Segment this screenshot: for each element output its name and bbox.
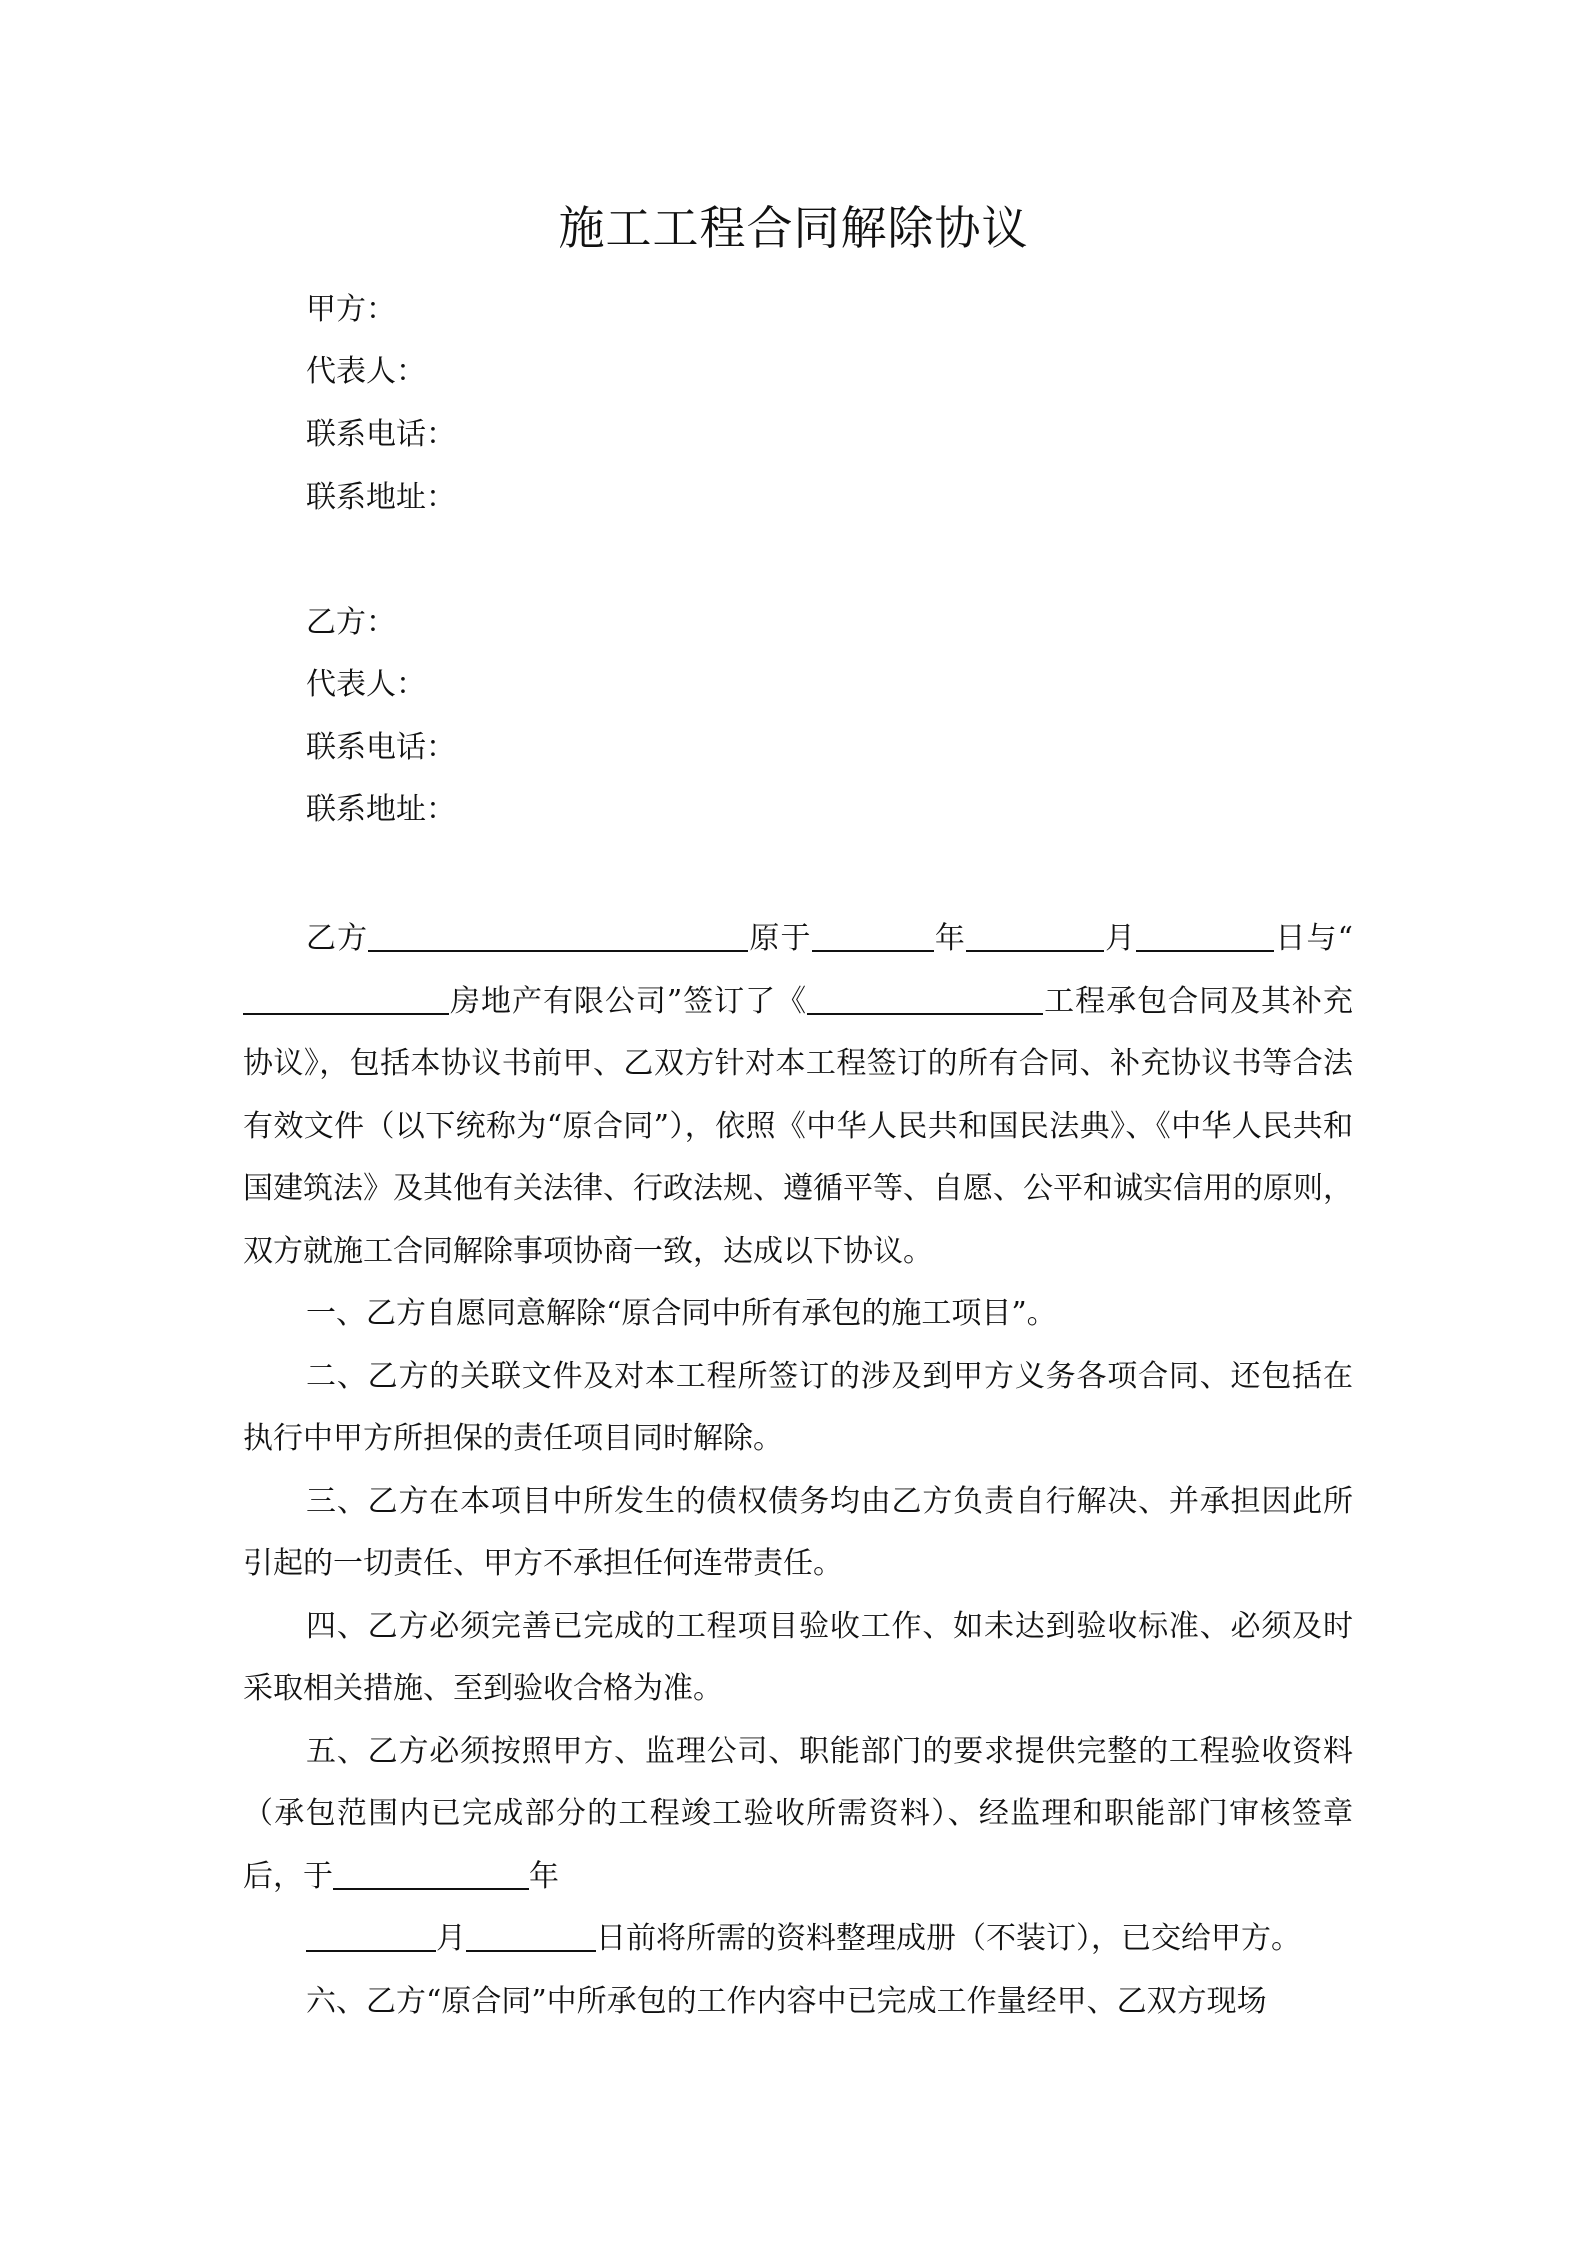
party-a-rep-label: 代表人： [306,354,426,389]
developer-name-blank [243,983,449,1015]
clause-5-text-b: 年 [529,1858,559,1894]
month-blank [966,920,1104,952]
intro-text-2: 原于 [748,921,812,956]
clause-4: 四、乙方必须完善已完成的工程项目验收工作、如未达到验收标准、必须及时采取相关措施、至到验收合格为准。 [243,1608,1353,1706]
clause-5-text-c: 月 [436,1921,466,1956]
intro-text-6: 房地产有限公司”签订了《 [449,983,808,1019]
intro-text-4: 月 [1103,921,1137,956]
party-b-name-blank [368,920,748,952]
submit-day-blank [466,1920,596,1952]
year-blank [812,920,934,952]
party-b-address-label: 联系地址： [306,792,456,827]
document-title: 施工工程合同解除协议 [558,201,1029,255]
party-b-name-label: 乙方： [306,605,396,640]
intro-text-5: 日与“ [1274,921,1354,956]
party-a-address-label: 联系地址： [306,480,456,515]
submit-month-blank [306,1920,436,1952]
party-a-name-label: 甲方： [306,292,396,327]
party-a-phone-label: 联系电话： [306,417,456,452]
clause-2: 二、乙方的关联文件及对本工程所签订的涉及到甲方义务各项合同、还包括在执行中甲方所担保的责任项目同时解除。 [243,1358,1353,1456]
clause-6: 六、乙方“原合同”中所承包的工作内容中已完成工作量经甲、乙双方现场 [306,1983,1267,2019]
submit-year-blank [333,1858,529,1890]
day-blank [1136,920,1274,952]
project-name-blank [807,983,1043,1015]
intro-text-3: 年 [933,921,966,956]
intro-text-7: 工程承包合同及其补充协议》，包括本协议书前甲、乙双方针对本工程签订的所有合同、补充协议书等合法有效文件（以下统称为“原合同”），依照《中华人民共和国民法典》、《中华人民共和国建筑法》及其他有关法律、行政法规、遵循平等、自愿、公平和诚实信用的原则，双方就施工合同解除事项协商一致，达成以下协议。 [243,983,1354,1269]
party-b-rep-label: 代表人： [306,667,426,702]
intro-text-1: 乙方 [306,921,369,956]
clause-5-text-d: 日前将所需的资料整理成册（不装订），已交给甲方。 [596,1921,1301,1956]
clause-1: 一、乙方自愿同意解除“原合同中所有承包的施工项目”。 [306,1296,1057,1331]
party-b-phone-label: 联系电话： [306,730,456,765]
clause-5-text-a: 五、乙方必须按照甲方、监理公司、职能部门的要求提供完整的工程验收资料（承包范围内已完成部分的工程竣工验收所需资料）、经监理和职能部门审核签章后，于 [243,1733,1353,1894]
clause-3: 三、乙方在本项目中所发生的债权债务均由乙方负责自行解决、并承担因此所引起的一切责任、甲方不承担任何连带责任。 [243,1483,1353,1581]
clause-5-continued [243,1908,1353,1971]
agreement-body [243,908,1353,2033]
intro-paragraph [243,908,1353,1283]
clause-5 [243,1721,1353,1909]
